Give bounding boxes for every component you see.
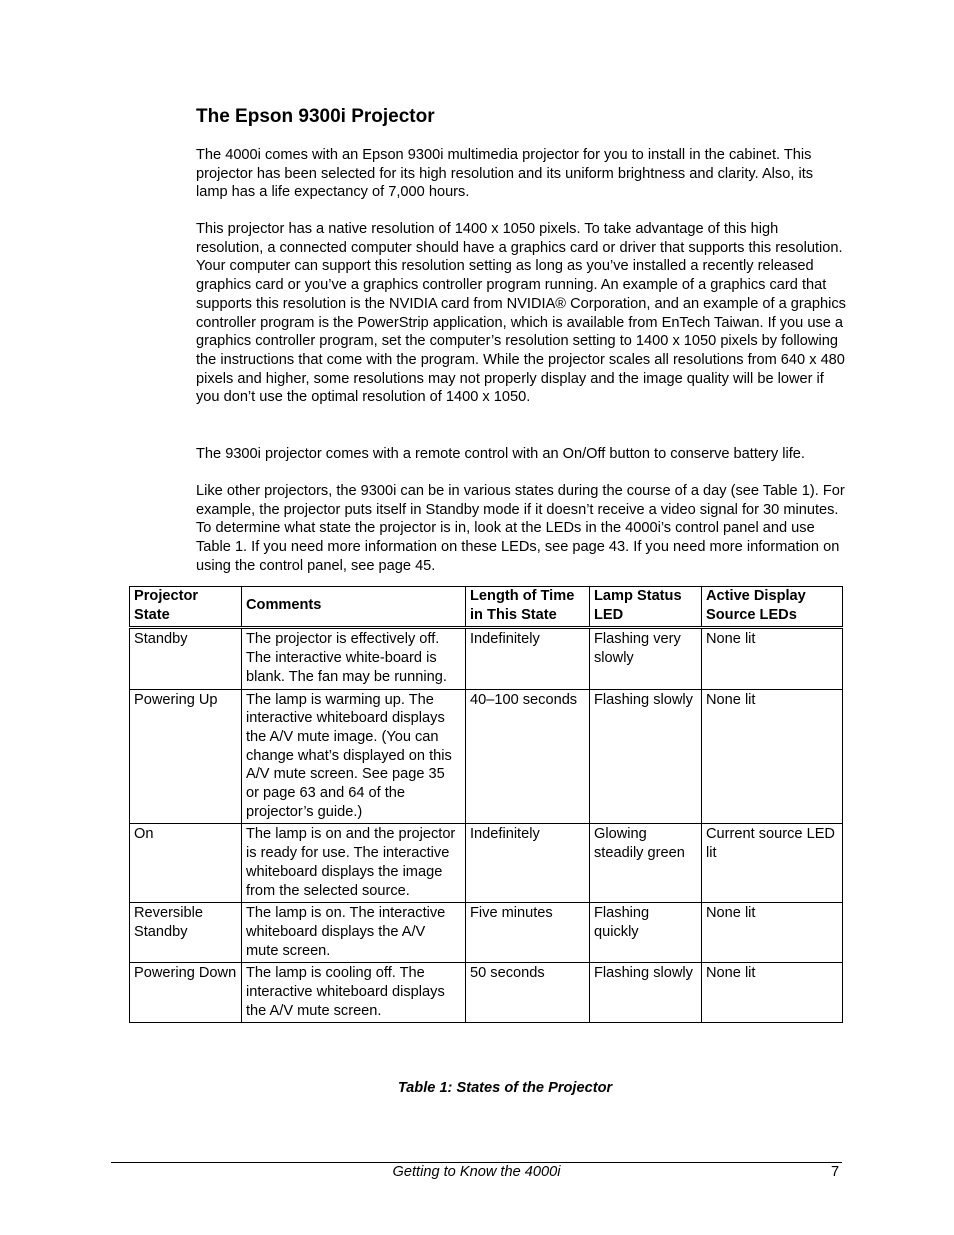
footer-divider — [111, 1162, 842, 1163]
cell-state: Reversible Standby — [130, 903, 242, 963]
page-title: The Epson 9300i Projector — [196, 106, 435, 127]
cell-lamp-status: Flashing very slowly — [590, 628, 702, 689]
cell-length: Five minutes — [466, 903, 590, 963]
header-length-of-time: Length of Time in This State — [466, 587, 590, 628]
cell-state: Standby — [130, 628, 242, 689]
cell-lamp-status: Flashing slowly — [590, 963, 702, 1023]
cell-source-leds: None lit — [702, 903, 843, 963]
cell-source-leds: Current source LED lit — [702, 824, 843, 903]
cell-source-leds: None lit — [702, 628, 843, 689]
cell-state: Powering Up — [130, 689, 242, 824]
table-row — [130, 824, 843, 903]
header-lamp-status-led: Lamp Status LED — [590, 587, 702, 628]
cell-length: 50 seconds — [466, 963, 590, 1023]
cell-length: Indefinitely — [466, 628, 590, 689]
page-number: 7 — [831, 1164, 840, 1180]
table-row — [130, 963, 843, 1023]
cell-comments — [242, 689, 466, 824]
cell-source-leds: None lit — [702, 963, 843, 1023]
table-row — [130, 689, 843, 824]
table-row — [130, 903, 843, 963]
footer-chapter-title: Getting to Know the 4000i — [392, 1164, 561, 1180]
header-projector-state: Projector State — [130, 587, 242, 628]
cell-comments: The lamp is on. The interactive whiteboard displays the A/V mute screen. — [242, 903, 466, 963]
cell-comments: The projector is effectively off. The interactive white-board is blank. The fan may be running. — [242, 628, 466, 689]
projector-states-table — [129, 586, 843, 1023]
table-header-row — [130, 587, 843, 628]
paragraph-intro: The 4000i comes with an Epson 9300i multimedia projector for you to install in the cabinet. This projector has been selected for its high resolution and its uniform brightness and clarity. Also, its lamp has a life expectancy of 7,000 hours. — [196, 147, 814, 201]
cell-length: Indefinitely — [466, 824, 590, 903]
cell-comments-continuation: A/V mute screen. See page 35 or page 63 and 64 of the projector’s guide.) — [246, 766, 445, 820]
cell-comments-part: The lamp is warming up. The interactive whiteboard displays the A/V mute image. (You can change what’s displayed on this — [246, 691, 452, 764]
header-active-display-source-leds: Active Display Source LEDs — [702, 587, 843, 628]
paragraph-projector-states: Like other projectors, the 9300i can be in various states during the course of a day (see Table 1). For example, the projector puts itself in Standby mode if it doesn’t receive a video signal for 30 minutes. To determine what state the projector is in, look at the LEDs in the 4000i’s control panel and use Table 1. If you need more information on these LEDs, see page 43. If you need more information on using the control panel, see page 45. — [196, 483, 845, 574]
paragraph-remote-control: The 9300i projector comes with a remote control with an On/Off button to conserve battery life. — [196, 446, 805, 462]
cell-comments: The lamp is on and the projector is ready for use. The interactive whiteboard displays the image from the selected source. — [242, 824, 466, 903]
table-caption: Table 1: States of the Projector — [397, 1080, 613, 1096]
cell-state: Powering Down — [130, 963, 242, 1023]
cell-comments: The lamp is cooling off. The interactive whiteboard displays the A/V mute screen. — [242, 963, 466, 1023]
table-row — [130, 628, 843, 689]
cell-lamp-status: Flashing slowly — [590, 689, 702, 824]
cell-source-leds: None lit — [702, 689, 843, 824]
header-comments: Comments — [242, 587, 466, 628]
cell-state: On — [130, 824, 242, 903]
paragraph-resolution: This projector has a native resolution of 1400 x 1050 pixels. To take advantage of this high resolution, a connected computer should have a graphics card or driver that supports this resolution. Your computer can support this resolution setting as long as you’ve installed a recently released graphics card or you’ve a graphics controller program running. An example of a graphics card that supports this resolution is the NVIDIA card from NVIDIA® Corporation, and an example of a graphics controller program is the PowerStrip application, which is available from EnTech Taiwan. If you use a graphics controller program, set the computer’s resolution setting to 1400 x 1050 pixels by following the instructions that come with the program. While the projector scales all resolutions from 640 x 480 pixels and higher, some resolutions may not properly display and the image quality will be lower if you don’t use the optimal resolution of 1400 x 1050. — [196, 221, 846, 406]
cell-lamp-status: Glowing steadily green — [590, 824, 702, 903]
cell-length: 40–100 seconds — [466, 689, 590, 824]
cell-lamp-status: Flashing quickly — [590, 903, 702, 963]
